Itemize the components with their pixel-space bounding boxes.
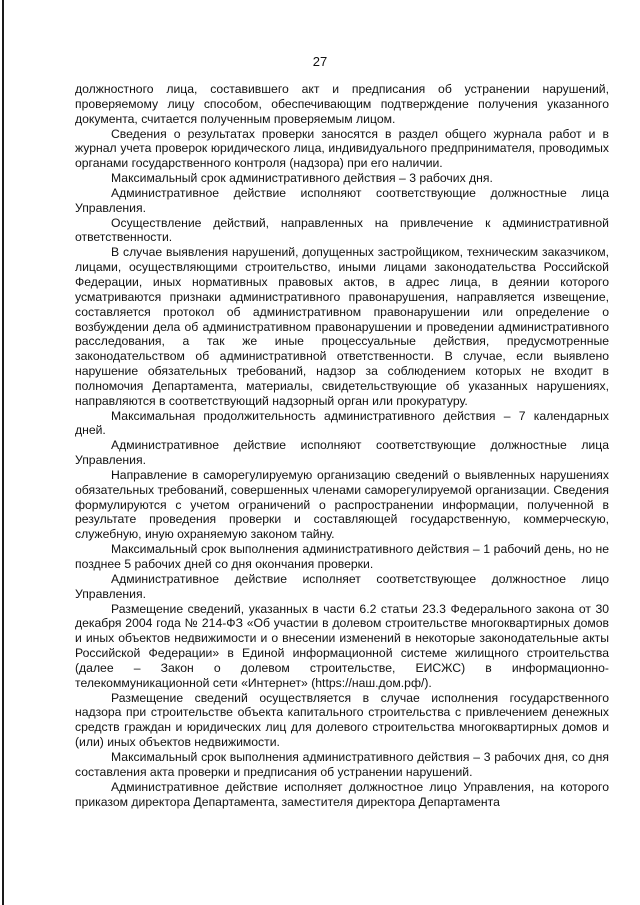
paragraph: Максимальный срок административного действия – 3 рабочих дня.: [111, 171, 493, 186]
paragraph: Административное действие исполняют соответствующие должностные лица Управления.: [75, 438, 609, 468]
paragraph: В случае выявления нарушений, допущенных застройщиком, техническим заказчиком, лицами, осуществляющими строительство, иными лицами законодательства Российской Федерации, иных нормативных правовых актов, в адрес лица, в деянии которого усматриваются признаки административного правонарушения, направляется извещение, составляется протокол об административном правонарушении или определение о возбуждении дела об административном правонарушении и проведении административного расследования, а так же иные процессуальные действия, предусмотренные законодательством об административной ответственности. В случае, если выявлено нарушение обязательных требований, надзор за соблюдением которых не входит в полномочия Департамента, материалы, свидетельствующие об указанных нарушениях, направляются в соответствующий надзорный орган или прокуратуру.: [75, 245, 609, 408]
paragraph: Максимальная продолжительность административного действия – 7 календарных дней.: [75, 408, 609, 438]
scan-edge: [2, 0, 4, 905]
paragraph: Сведения о результатах проверки заносятся в раздел общего журнала работ и в журнал учета проверок юридического лица, индивидуального предпринимателя, проводимых органами государственного контроля (надзора) при его наличии.: [75, 126, 609, 171]
paragraph: Размещение сведений осуществляется в случае исполнения государственного надзора при строительстве объекта капитального строительства с привлечением денежных средств граждан и юридических лиц для долевого строительства многоквартирных домов и (или) иных объектов недвижимости.: [75, 690, 609, 750]
paragraph: Административное действие исполняют соответствующие должностные лица Управления.: [75, 185, 609, 215]
paragraph: Осуществление действий, направленных на привлечение к административной ответственности.: [75, 215, 609, 245]
paragraph: Максимальный срок выполнения административного действия – 1 рабочий день, но не позднее 5 рабочих дней со дня окончания проверки.: [75, 542, 609, 571]
paragraph: должностного лица, составившего акт и предписания об устранении нарушений, проверяемому лицу способом, обеспечивающим подтверждение получения указанного документа, считается полученным проверяемым лицом.: [75, 82, 609, 126]
paragraph: Административное действие исполняет должностное лицо Управления, на которого приказом директора Департамента, заместителя директора Департамента: [75, 779, 609, 809]
document-body: [75, 82, 609, 809]
paragraph: Максимальный срок выполнения административного действия – 3 рабочих дня, со дня составления акта проверки и предписания об устранении нарушений.: [75, 749, 609, 779]
paragraph: Размещение сведений, указанных в части 6.2 статьи 23.3 Федерального закона от 30 декабря 2004 года № 214-ФЗ «Об участии в долевом строительстве многоквартирных домов и иных объектов недвижимости и о внесении изменений в некоторые законодательные акты Российской Федерации» в Единой информационной системе жилищного строительства (далее – Закон о долевом строительстве, ЕИСЖС) в информационно-телекоммуникационной сети «Интернет» (https://наш.дом.рф/).: [75, 601, 609, 690]
paragraph: Административное действие исполняет соответствующее должностное лицо Управления.: [75, 571, 609, 601]
page-number: 27: [312, 54, 328, 69]
paragraph: Направление в саморегулируемую организацию сведений о выявленных нарушениях обязательных требований, совершенных членами саморегулируемой организации. Сведения формулируются с учетом ограничений о распространении информации, полученной в результате проведения проверки и составляющей государственную, коммерческую, служебную, иную охраняемую законом тайну.: [75, 467, 609, 542]
